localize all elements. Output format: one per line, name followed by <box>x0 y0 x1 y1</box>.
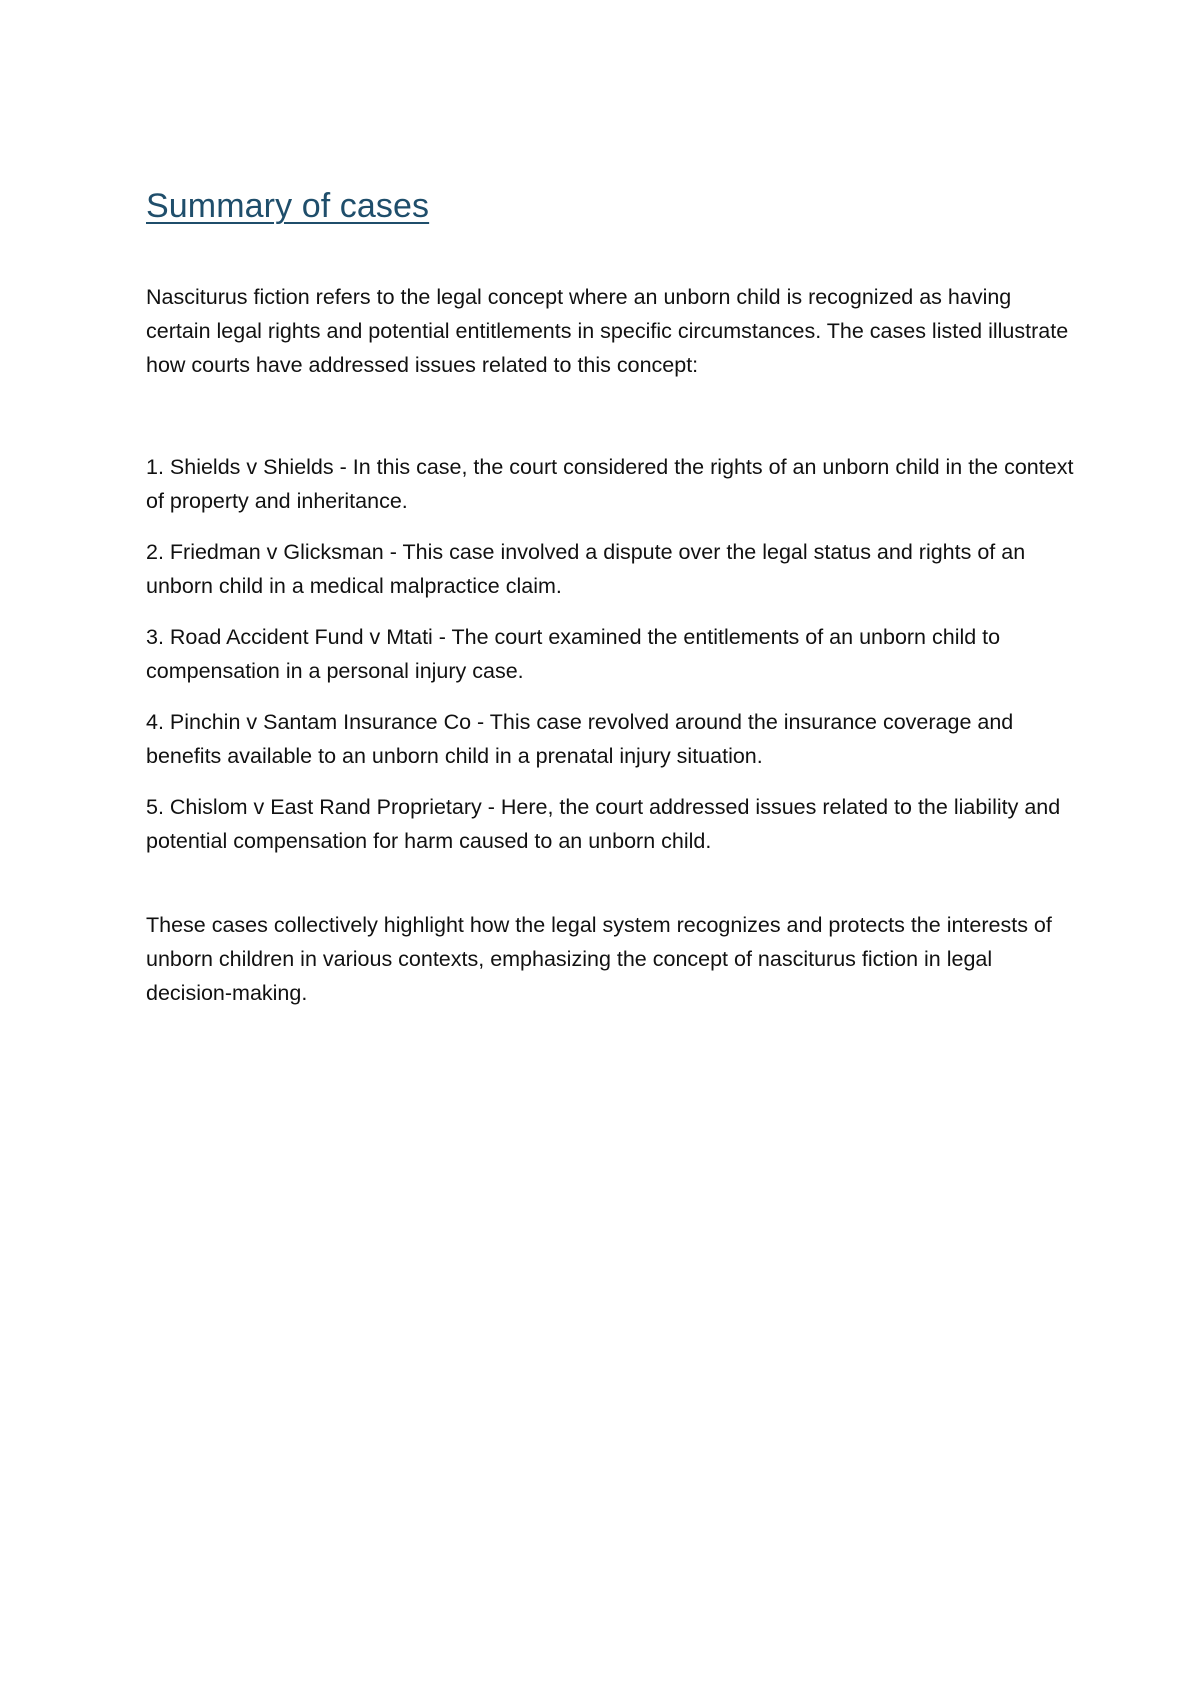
case-item-pinchin: 4. Pinchin v Santam Insurance Co - This case revolved around the insurance coverage and benefits available to an unborn child in a prenatal injury situation. <box>146 710 1014 768</box>
case-item-friedman: 2. Friedman v Glicksman - This case involved a dispute over the legal status and rights of an unborn child in a medical malpractice claim. <box>146 540 1026 598</box>
case-item-mtati: 3. Road Accident Fund v Mtati - The court examined the entitlements of an unborn child to compensation in a personal injury case. <box>146 625 1001 683</box>
document-content <box>146 182 1076 1010</box>
case-item-chislom: 5. Chislom v East Rand Proprietary - Here, the court addressed issues related to the liability and potential compensation for harm caused to an unborn child. <box>146 795 1061 853</box>
conclusion-paragraph: These cases collectively highlight how the legal system recognizes and protects the interests of unborn children in various contexts, emphasizing the concept of nasciturus fiction in legal decision-making. <box>146 913 1052 1005</box>
case-item-shields: 1. Shields v Shields - In this case, the court considered the rights of an unborn child in the context of property and inheritance. <box>146 455 1074 513</box>
case-list <box>146 450 1076 858</box>
intro-paragraph: Nasciturus fiction refers to the legal concept where an unborn child is recognized as having certain legal rights and potential entitlements in specific circumstances. The cases listed illustrate how courts have addressed issues related to this concept: <box>146 285 1069 377</box>
page-title: Summary of cases <box>146 187 430 225</box>
